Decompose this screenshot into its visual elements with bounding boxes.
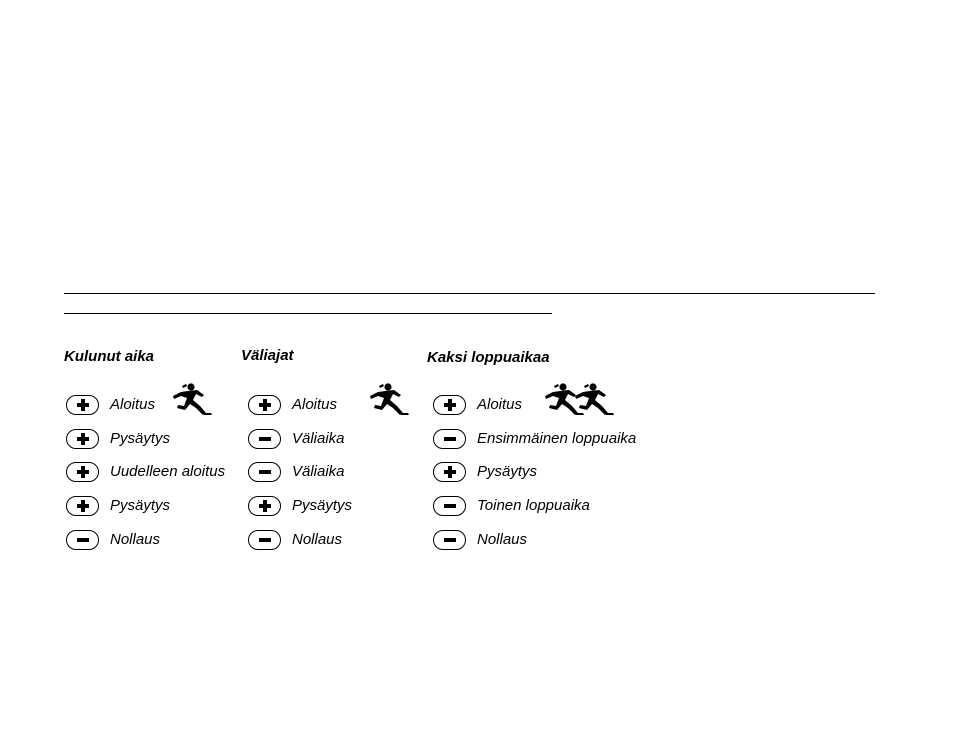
minus-button-icon xyxy=(248,462,281,482)
instruction-label: Nollaus xyxy=(292,531,343,548)
plus-button-icon xyxy=(66,496,99,516)
instruction-label: Väliaika xyxy=(292,430,345,447)
top-rule xyxy=(64,293,875,294)
plus-button-icon xyxy=(433,462,466,482)
column-title: Kulunut aika xyxy=(64,348,155,365)
minus-button-icon xyxy=(66,530,99,550)
instruction-label: Pysäytys xyxy=(292,497,353,514)
minus-button-icon xyxy=(433,530,466,550)
minus-button-icon xyxy=(433,496,466,516)
instruction-label: Väliaika xyxy=(292,463,345,480)
instruction-label: Aloitus xyxy=(292,396,338,413)
instruction-label: Toinen loppuaika xyxy=(477,497,590,514)
runner-icon xyxy=(171,382,215,421)
instruction-label: Pysäytys xyxy=(110,497,171,514)
sub-rule xyxy=(64,313,552,314)
plus-button-icon xyxy=(248,395,281,415)
column-title: Kaksi loppuaikaa xyxy=(427,349,550,366)
minus-button-icon xyxy=(433,429,466,449)
instruction-label: Ensimmäinen loppuaika xyxy=(477,430,637,447)
instruction-label: Pysäytys xyxy=(477,463,538,480)
minus-button-icon xyxy=(248,530,281,550)
column-title: Väliajat xyxy=(241,347,294,364)
plus-button-icon xyxy=(66,462,99,482)
plus-button-icon xyxy=(66,429,99,449)
instruction-label: Uudelleen aloitus xyxy=(110,463,226,480)
instruction-label: Aloitus xyxy=(110,396,156,413)
instruction-label: Nollaus xyxy=(477,531,528,548)
runner-icon xyxy=(368,382,412,421)
minus-button-icon xyxy=(248,429,281,449)
plus-button-icon xyxy=(66,395,99,415)
instruction-label: Nollaus xyxy=(110,531,161,548)
instruction-label: Pysäytys xyxy=(110,430,171,447)
instruction-label: Aloitus xyxy=(477,396,523,413)
plus-button-icon xyxy=(433,395,466,415)
runner-icon xyxy=(573,382,617,421)
plus-button-icon xyxy=(248,496,281,516)
